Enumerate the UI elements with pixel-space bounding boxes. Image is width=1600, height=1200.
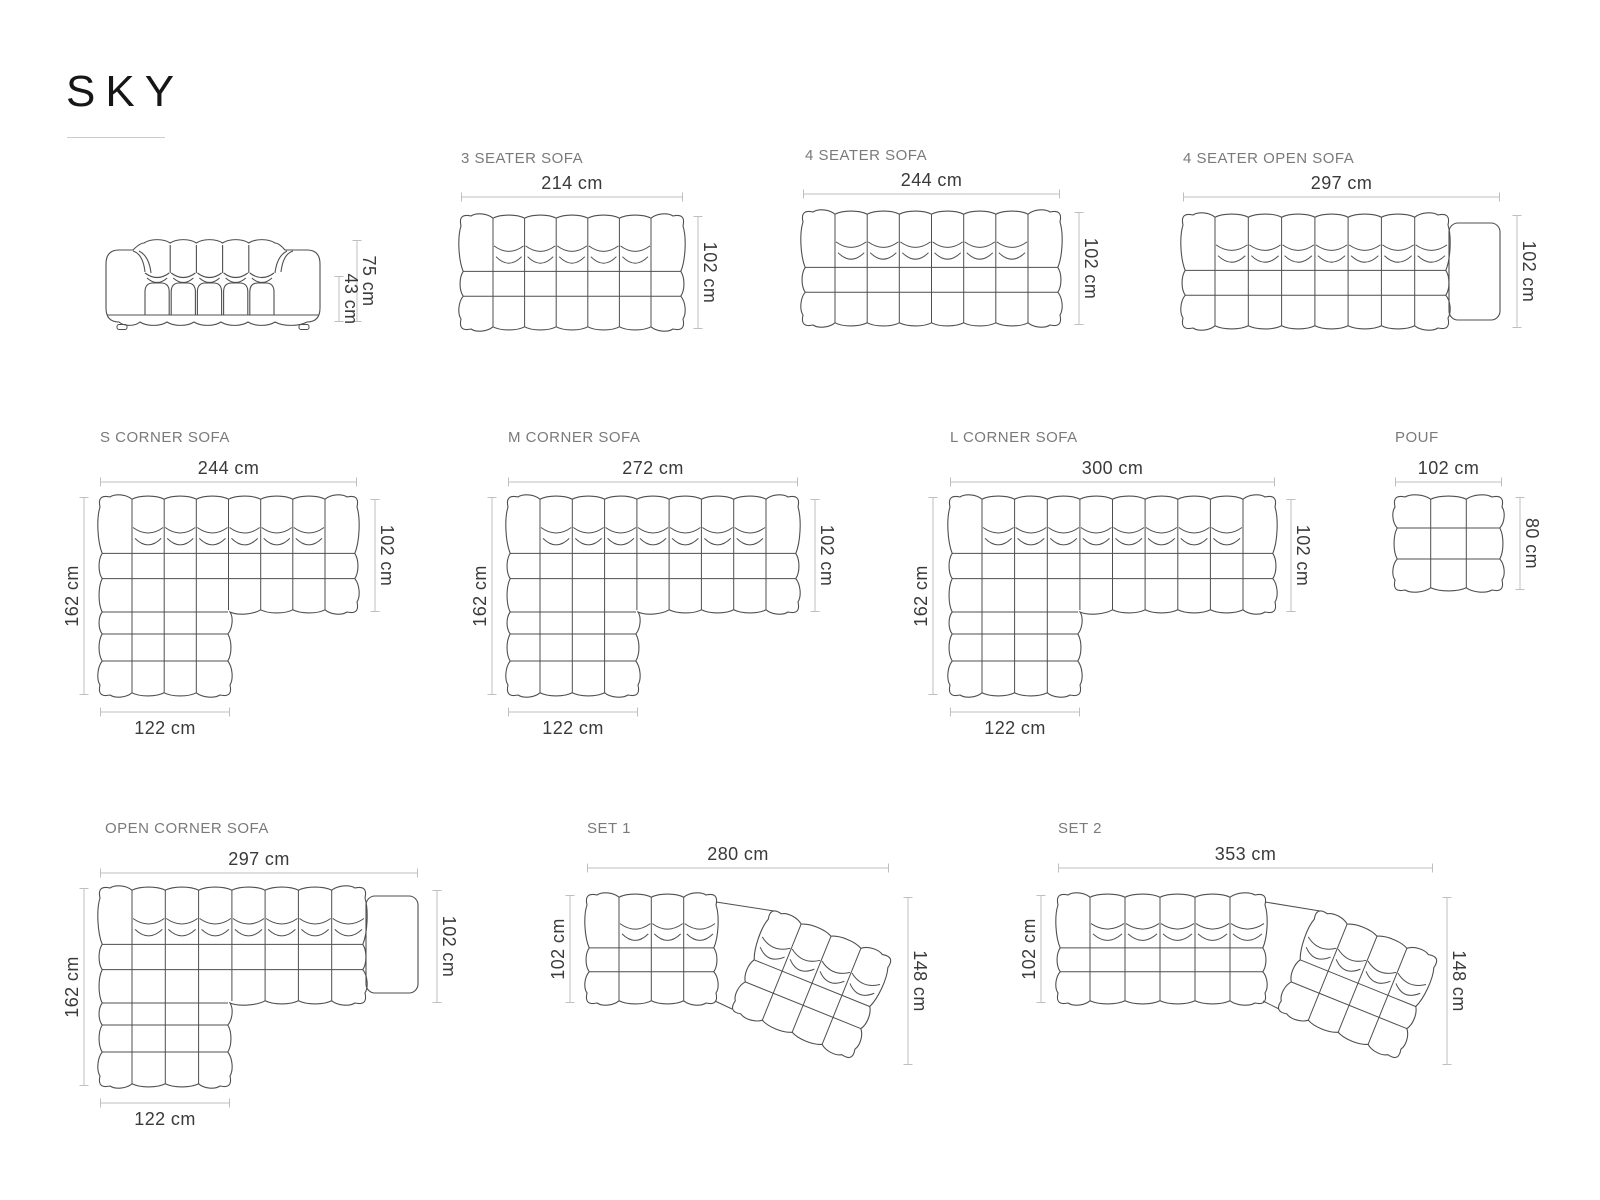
product-label-set-1: SET 1	[587, 820, 631, 837]
diagram-pouf	[1393, 495, 1504, 592]
dimension	[335, 273, 362, 324]
diagram-open-corner-sofa	[98, 886, 367, 1088]
seam-lines	[510, 499, 796, 693]
seam-lines	[102, 499, 355, 693]
sofa-outline	[1056, 893, 1267, 1005]
dimension	[1395, 458, 1502, 487]
dimension	[911, 497, 938, 695]
product-label-corner-l: L CORNER SOFA	[950, 429, 1078, 446]
seam-lines	[102, 890, 363, 1084]
dim-label: 297 cm	[228, 849, 290, 869]
dim-label: 75 cm	[359, 255, 379, 307]
dim-label: 148 cm	[910, 950, 930, 1012]
dimension	[1058, 844, 1433, 873]
product-label-pouf: POUF	[1395, 429, 1439, 446]
diagram-4-seater-sofa	[801, 210, 1062, 327]
dim-label: 102 cm	[1293, 524, 1313, 587]
dim-label: 122 cm	[542, 718, 604, 738]
seam-lines	[952, 499, 1273, 693]
leg	[299, 325, 309, 330]
sofa-outline	[506, 495, 800, 697]
dimension	[904, 897, 931, 1065]
dim-label: 102 cm	[548, 918, 568, 980]
dim-label: 162 cm	[62, 565, 82, 627]
diagram-4-seater-open-sofa	[1181, 213, 1450, 330]
dimension	[100, 1099, 230, 1130]
dimension	[62, 497, 89, 695]
dim-label: 280 cm	[707, 844, 769, 864]
open-module-outline	[366, 896, 418, 993]
dimension	[508, 708, 638, 739]
cushion-scallops	[1091, 924, 1264, 941]
diagram-set-2-angled-module	[1275, 907, 1441, 1061]
dimension	[1075, 212, 1102, 325]
dim-label: 353 cm	[1214, 844, 1277, 864]
dimension	[100, 849, 418, 878]
seam-lines	[463, 218, 681, 327]
product-label-set-2: SET 2	[1058, 820, 1102, 837]
diagram-side-view	[106, 240, 320, 330]
open-module-outline	[1449, 223, 1500, 320]
dim-label: 102 cm	[700, 241, 720, 304]
seat-cushions	[107, 283, 319, 315]
dimension	[1183, 173, 1500, 202]
dim-label: 102 cm	[1519, 240, 1539, 303]
seam-lines	[1185, 217, 1446, 326]
dim-label: 162 cm	[911, 565, 931, 627]
dimension	[587, 844, 889, 873]
dimension	[950, 708, 1080, 739]
dimension	[1513, 215, 1540, 328]
diagram-s-corner-sofa	[98, 495, 359, 697]
dimension	[433, 890, 460, 1003]
diagram-m-corner-sofa	[506, 495, 800, 697]
dimension	[470, 497, 497, 695]
product-label-sofa-4-open: 4 SEATER OPEN SOFA	[1183, 150, 1355, 167]
sofa-outline	[1393, 495, 1504, 592]
cushion-scallops	[541, 528, 765, 545]
dimension	[548, 895, 575, 1003]
dim-label: 162 cm	[62, 956, 82, 1018]
dimension	[1516, 497, 1543, 590]
dimension	[1287, 499, 1314, 612]
cushion-scallops	[620, 924, 715, 941]
dim-label: 102 cm	[1019, 918, 1039, 980]
dim-label: 297 cm	[1310, 173, 1373, 193]
dim-label: 122 cm	[134, 718, 196, 738]
dimension	[62, 888, 89, 1086]
dim-label: 122 cm	[134, 1109, 196, 1129]
diagram-l-corner-sofa	[948, 495, 1277, 697]
dimension	[508, 458, 798, 487]
product-label-corner-m: M CORNER SOFA	[508, 429, 641, 446]
dim-label: 122 cm	[984, 718, 1046, 738]
dimension	[461, 173, 683, 202]
dimension	[100, 458, 357, 487]
dim-label: 102 cm	[817, 524, 837, 587]
seam-lines	[1397, 499, 1500, 588]
armrest-seams	[133, 251, 293, 273]
diagram-set-1-angled-module	[729, 907, 895, 1061]
product-label-sofa-3: 3 SEATER SOFA	[461, 150, 584, 167]
diagram-set-1-sofa-module	[585, 893, 718, 1005]
diagram-3-seater-sofa	[459, 214, 685, 331]
sofa-outline	[98, 886, 367, 1088]
dim-label: 300 cm	[1081, 458, 1144, 478]
dimension	[1019, 895, 1046, 1003]
dimension	[371, 499, 398, 612]
cushion-scallops	[1216, 245, 1447, 262]
dim-label: 148 cm	[1449, 950, 1469, 1012]
dim-label: 80 cm	[1522, 517, 1542, 570]
dim-label: 272 cm	[622, 458, 684, 478]
dim-label: 102 cm	[1417, 458, 1480, 478]
seam-lines	[1060, 897, 1263, 1001]
cushion-scallops	[494, 246, 650, 263]
dimension	[803, 170, 1060, 199]
page-title: SKY	[66, 67, 185, 116]
product-label-sofa-4: 4 SEATER SOFA	[805, 147, 928, 164]
dim-label: 214 cm	[541, 173, 603, 193]
dim-label: 102 cm	[1081, 237, 1101, 300]
dimension	[811, 499, 838, 612]
cushion-scallops	[133, 919, 364, 936]
dim-label: 244 cm	[900, 170, 963, 190]
seam-lines	[589, 897, 714, 1001]
dimension	[100, 708, 230, 739]
dim-label: 102 cm	[439, 915, 459, 978]
dim-label: 102 cm	[377, 524, 397, 587]
dimension	[1443, 897, 1470, 1065]
cushion-scallops	[145, 273, 274, 283]
product-label-open-corner: OPEN CORNER SOFA	[105, 820, 269, 837]
sofa-outline	[1181, 213, 1450, 330]
dim-label: 162 cm	[470, 565, 490, 627]
backrest-seams	[170, 245, 249, 273]
seam-lines	[805, 214, 1058, 323]
dimension	[950, 458, 1275, 487]
product-label-corner-s: S CORNER SOFA	[100, 429, 230, 446]
dimension	[694, 216, 721, 329]
diagram-set-2-sofa-module	[1056, 893, 1267, 1005]
dim-label: 244 cm	[197, 458, 260, 478]
dim-label: 43 cm	[341, 273, 361, 325]
